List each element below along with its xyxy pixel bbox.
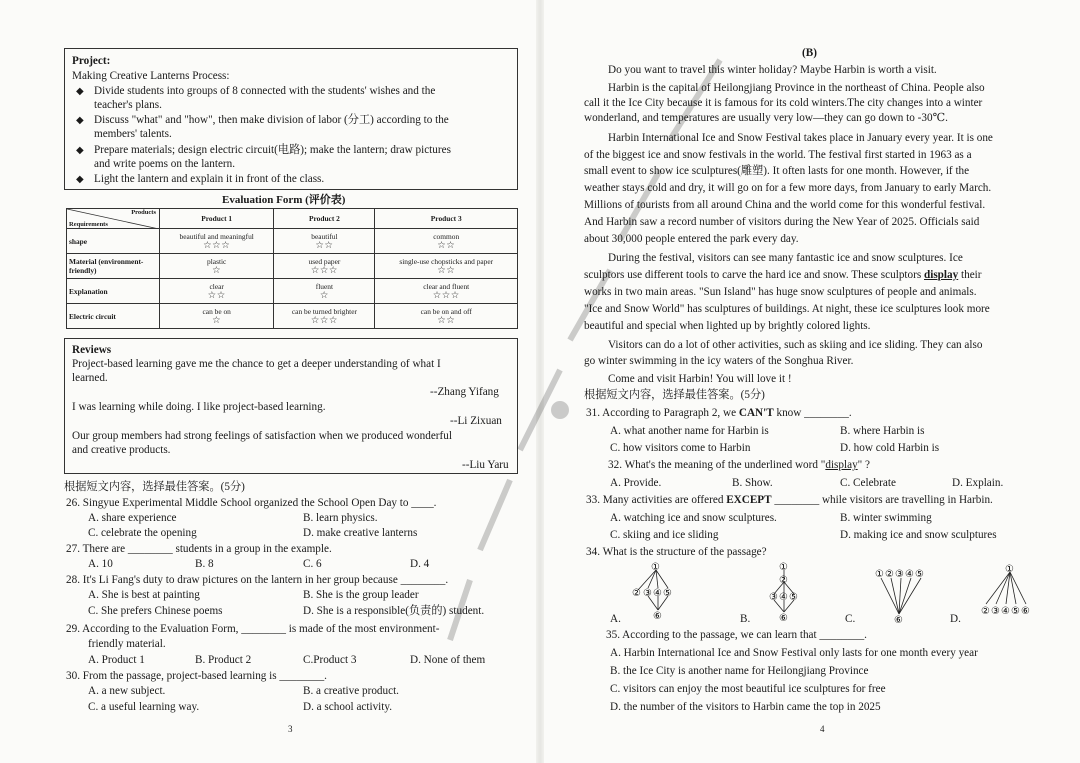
q34-option-a-label: A. [610, 613, 621, 625]
project-step-4: ◆ Light the lantern and explain it in front of the class. [76, 173, 325, 185]
table-cell: can be turned brighter ☆☆☆ [274, 304, 375, 329]
rating-stars: ☆ [212, 265, 222, 276]
q29-stem-cont: friendly material. [88, 638, 166, 650]
review-2-text: I was learning while doing. I like project-based learning. [72, 401, 326, 413]
q26-option-d[interactable]: D. make creative lanterns [303, 527, 418, 539]
q31-option-c[interactable]: C. how visitors come to Harbin [610, 442, 751, 454]
table-header-row [67, 209, 518, 229]
project-subtitle: Making Creative Lanterns Process: [72, 70, 230, 82]
para-6-line: Come and visit Harbin! You will love it ! [608, 373, 792, 385]
q30-option-a[interactable]: A. a new subject. [88, 685, 166, 697]
rating-stars: ☆☆☆ [432, 290, 460, 301]
review-1-author: --Zhang Yifang [430, 386, 499, 398]
para-3-line: Millions of tourists from all around China and the world come for this wonderful festival. [584, 199, 986, 211]
para-3-line: of the biggest ice and snow festivals in the world. The festival first started in 1963 as a [584, 149, 972, 161]
para-3-line: about 30,000 people entered the park every day. [584, 233, 799, 245]
q29-option-a[interactable]: A. Product 1 [88, 654, 145, 666]
q31-stem: 31. According to Paragraph 2, we CAN'T know ________. [586, 407, 852, 419]
corner-requirements-label: Requirements [69, 221, 108, 228]
review-2-author: --Li Zixuan [450, 415, 502, 427]
q33-option-a[interactable]: A. watching ice and snow sculptures. [610, 512, 777, 524]
q27-option-d[interactable]: D. 4 [410, 558, 430, 570]
para-3-line: Harbin International Ice and Snow Festival takes place in January every year. It is one [608, 132, 993, 144]
page-number-left: 3 [288, 724, 293, 734]
project-step-3: ◆ Prepare materials; design electric circuit(电路); make the lantern; draw pictures [76, 144, 451, 156]
table-cell: common ☆☆ [375, 229, 518, 254]
q31-option-a[interactable]: A. what another name for Harbin is [610, 425, 769, 437]
q34-stem: 34. What is the structure of the passage? [586, 546, 767, 558]
q28-option-d[interactable]: D. She is a responsible(负责的) student. [303, 605, 485, 617]
svg-text:④: ④ [653, 588, 662, 599]
header-product-2: Product 2 [274, 209, 375, 229]
svg-text:①: ① [651, 562, 660, 573]
para-4-line: works in two main areas. "Sun Island" has huge snow sculptures of people and animals. [584, 286, 977, 298]
q26-option-b[interactable]: B. learn physics. [303, 512, 378, 524]
svg-text:③: ③ [895, 569, 904, 580]
q32-option-a[interactable]: A. Provide. [610, 477, 662, 489]
table-cell: plastic ☆ [160, 254, 274, 279]
review-3-author: --Liu Yaru [462, 459, 509, 471]
row-requirement: Electric circuit [67, 304, 160, 329]
table-cell: clear and fluent ☆☆☆ [375, 279, 518, 304]
q26-option-c[interactable]: C. celebrate the opening [88, 527, 197, 539]
q30-option-d[interactable]: D. a school activity. [303, 701, 393, 713]
q27-option-c[interactable]: C. 6 [303, 558, 322, 570]
structure-diagram-b [740, 560, 840, 626]
rating-stars: ☆☆ [315, 240, 334, 251]
q31-option-b[interactable]: B. where Harbin is [840, 425, 925, 437]
rating-stars: ☆☆ [437, 240, 456, 251]
para-5-line: go winter swimming in the icy waters of the Songhua River. [584, 355, 854, 367]
project-step-3-cont: and write poems on the lantern. [94, 158, 236, 170]
q31-option-d[interactable]: D. how cold Harbin is [840, 442, 940, 454]
review-3-text: Our group members had strong feelings of satisfaction when we produced wonderful [72, 430, 452, 442]
para-5-line: Visitors can do a lot of other activities, such as skiing and ice sliding. They can also [608, 339, 983, 351]
rating-stars: ☆ [212, 315, 222, 326]
project-step-1: ◆ Divide students into groups of 8 connected with the students' wishes and the [76, 85, 436, 97]
svg-text:③: ③ [991, 606, 1000, 617]
q33-option-c[interactable]: C. skiing and ice sliding [610, 529, 719, 541]
q32-option-b[interactable]: B. Show. [732, 477, 773, 489]
para-2-line: wonderland, and temperatures are usually very low—they can go down to -30℃. [584, 112, 948, 124]
project-title: Project: [72, 55, 111, 67]
instruction-left: 根据短文内容，选择最佳答案。(5分) [64, 481, 245, 493]
table-cell: used paper ☆☆☆ [274, 254, 375, 279]
q28-stem: 28. It's Li Fang's duty to draw pictures on the lantern in her group because ________. [66, 574, 449, 586]
table-cell: beautiful and meaningful ☆☆☆ [160, 229, 274, 254]
q32-option-d[interactable]: D. Explain. [952, 477, 1004, 489]
q27-option-a[interactable]: A. 10 [88, 558, 113, 570]
table-row [67, 229, 518, 254]
rating-stars: ☆☆ [437, 315, 456, 326]
q26-stem: 26. Singyue Experimental Middle School organized the School Open Day to ____. [66, 497, 437, 509]
svg-text:④: ④ [779, 592, 788, 603]
svg-text:⑤: ⑤ [663, 588, 672, 599]
para-3-line: weather stays cold and dry, it will go on for a few more days, from January to early March. [584, 182, 992, 194]
svg-text:④: ④ [1001, 606, 1010, 617]
bullet-diamond-icon: ◆ [76, 174, 84, 185]
structure-diagram-c [845, 560, 945, 626]
q30-option-b[interactable]: B. a creative product. [303, 685, 399, 697]
q28-option-a[interactable]: A. She is best at painting [88, 589, 200, 601]
review-1-text-cont: learned. [72, 372, 108, 384]
corner-products-label: Products [131, 209, 156, 216]
q32-stem: 32. What's the meaning of the underlined word "display" ? [608, 459, 871, 471]
table-row [67, 254, 518, 279]
para-4-line: "Ice and Snow World" has sculptures of buildings. At night, these ice sculptures look more [584, 303, 990, 315]
q30-stem: 30. From the passage, project-based learning is ________. [66, 670, 327, 682]
rating-stars: ☆☆☆ [203, 240, 231, 251]
row-requirement: Material (environment-friendly) [67, 254, 160, 279]
structure-diagram-a [610, 560, 710, 626]
para-3-line: And Harbin saw a record number of visitors during the New Year of 2025. Officials said [584, 216, 980, 228]
project-step-2: ◆ Discuss "what" and "how", then make division of labor (分工) according to the [76, 114, 449, 126]
q29-stem: 29. According to the Evaluation Form, ________ is made of the most environment- [66, 623, 440, 635]
q33-stem: 33. Many activities are offered EXCEPT ________ while visitors are travelling in Harbin. [586, 494, 993, 506]
q34-option-b[interactable] [740, 560, 840, 626]
q34-option-c[interactable] [845, 560, 945, 626]
svg-text:①: ① [875, 569, 884, 580]
project-step-1-cont: teacher's plans. [94, 99, 162, 111]
bullet-diamond-icon: ◆ [76, 145, 84, 156]
q30-option-c[interactable]: C. a useful learning way. [88, 701, 200, 713]
table-cell: clear ☆☆ [160, 279, 274, 304]
svg-text:③: ③ [769, 592, 778, 603]
svg-text:①: ① [1005, 564, 1014, 575]
bullet-diamond-icon: ◆ [76, 86, 84, 97]
table-row [67, 279, 518, 304]
q28-option-b[interactable]: B. She is the group leader [303, 589, 419, 601]
svg-text:①: ① [779, 562, 788, 573]
project-step-2-cont: members' talents. [94, 128, 172, 140]
table-row [67, 304, 518, 329]
structure-diagram-d [950, 560, 1060, 626]
svg-text:②: ② [885, 569, 894, 580]
q34-option-c-label: C. [845, 613, 856, 625]
q28-option-c[interactable]: C. She prefers Chinese poems [88, 605, 223, 617]
para-4-line-display: sculptors use different tools to carve the hard ice and snow. These sculptors display their [584, 269, 982, 281]
instruction-right: 根据短文内容，选择最佳答案。(5分) [584, 389, 765, 401]
svg-text:②: ② [981, 606, 990, 617]
bullet-diamond-icon: ◆ [76, 115, 84, 126]
q26-option-a[interactable]: A. share experience [88, 512, 177, 524]
rating-stars: ☆ [319, 290, 329, 301]
svg-text:⑤: ⑤ [1011, 606, 1020, 617]
header-product-3: Product 3 [375, 209, 518, 229]
table-cell: beautiful ☆☆ [274, 229, 375, 254]
q27-option-b[interactable]: B. 8 [195, 558, 214, 570]
q34-option-b-label: B. [740, 613, 751, 625]
svg-text:⑤: ⑤ [789, 592, 798, 603]
para-1-line: Do you want to travel this winter holiday? Maybe Harbin is worth a visit. [608, 64, 937, 76]
rating-stars: ☆☆ [437, 265, 456, 276]
review-3-text-cont: and creative products. [72, 444, 171, 456]
section-label: (B) [802, 47, 817, 59]
row-requirement: Explanation [67, 279, 160, 304]
svg-text:⑥: ⑥ [894, 615, 903, 626]
table-cell: single-use chopsticks and paper ☆☆ [375, 254, 518, 279]
right-page [540, 0, 1080, 763]
table-corner-cell [67, 209, 160, 229]
svg-text:②: ② [632, 588, 641, 599]
rating-stars: ☆☆☆ [310, 265, 338, 276]
para-4-line: During the festival, visitors can see many fantastic ice and snow sculptures. Ice [608, 252, 963, 264]
page-number-right: 4 [820, 724, 825, 734]
q34-option-d-label: D. [950, 613, 961, 625]
table-cell: fluent ☆ [274, 279, 375, 304]
q35-stem: 35. According to the passage, we can learn that ________. [606, 629, 867, 641]
reviews-title: Reviews [72, 344, 112, 356]
q35-option-c[interactable]: C. visitors can enjoy the most beautiful ice sculptures for free [610, 683, 886, 695]
rating-stars: ☆☆ [207, 290, 226, 301]
header-product-1: Product 1 [160, 209, 274, 229]
svg-text:②: ② [779, 575, 788, 586]
q34-option-d[interactable] [950, 560, 1060, 626]
svg-text:⑤: ⑤ [915, 569, 924, 580]
q34-option-a[interactable] [610, 560, 710, 626]
svg-text:⑥: ⑥ [779, 613, 788, 624]
para-4-line: beautiful and special when lighted up by brightly colored lights. [584, 320, 871, 332]
evaluation-form-title: Evaluation Form (评价表) [222, 194, 346, 206]
q27-stem: 27. There are ________ students in a group in the example. [66, 543, 332, 555]
evaluation-form-table [66, 208, 518, 329]
q33-option-b[interactable]: B. winter swimming [840, 512, 932, 524]
rating-stars: ☆☆☆ [310, 315, 338, 326]
q35-option-a[interactable]: A. Harbin International Ice and Snow Festival only lasts for one month every year [610, 647, 978, 659]
row-requirement: shape [67, 229, 160, 254]
svg-text:③: ③ [643, 588, 652, 599]
table-cell: can be on and off ☆☆ [375, 304, 518, 329]
underlined-word-display: display [924, 269, 959, 281]
q35-option-b[interactable]: B. the Ice City is another name for Heilongjiang Province [610, 665, 869, 677]
review-1-text: Project-based learning gave me the chance to get a deeper understanding of what I [72, 358, 441, 370]
svg-text:⑥: ⑥ [1021, 606, 1030, 617]
table-cell: can be on ☆ [160, 304, 274, 329]
q29-option-d[interactable]: D. None of them [410, 654, 486, 666]
q35-option-d[interactable]: D. the number of the visitors to Harbin came the top in 2025 [610, 701, 881, 713]
para-2-line: Harbin is the capital of Heilongjiang Province in the northeast of China. People also [608, 82, 985, 94]
svg-text:⑥: ⑥ [653, 611, 662, 622]
q33-option-d[interactable]: D. making ice and snow sculptures [840, 529, 997, 541]
svg-text:④: ④ [905, 569, 914, 580]
para-2-line: call it the Ice City because it is famous for its cold winters.The city changes into a winter [584, 97, 983, 109]
para-3-line: small event to show ice sculptures(雕塑). It often lasts for one month. However, if the [584, 165, 970, 177]
q32-option-c[interactable]: C. Celebrate [840, 477, 896, 489]
q29-option-c[interactable]: C.Product 3 [303, 654, 357, 666]
q29-option-b[interactable]: B. Product 2 [195, 654, 252, 666]
